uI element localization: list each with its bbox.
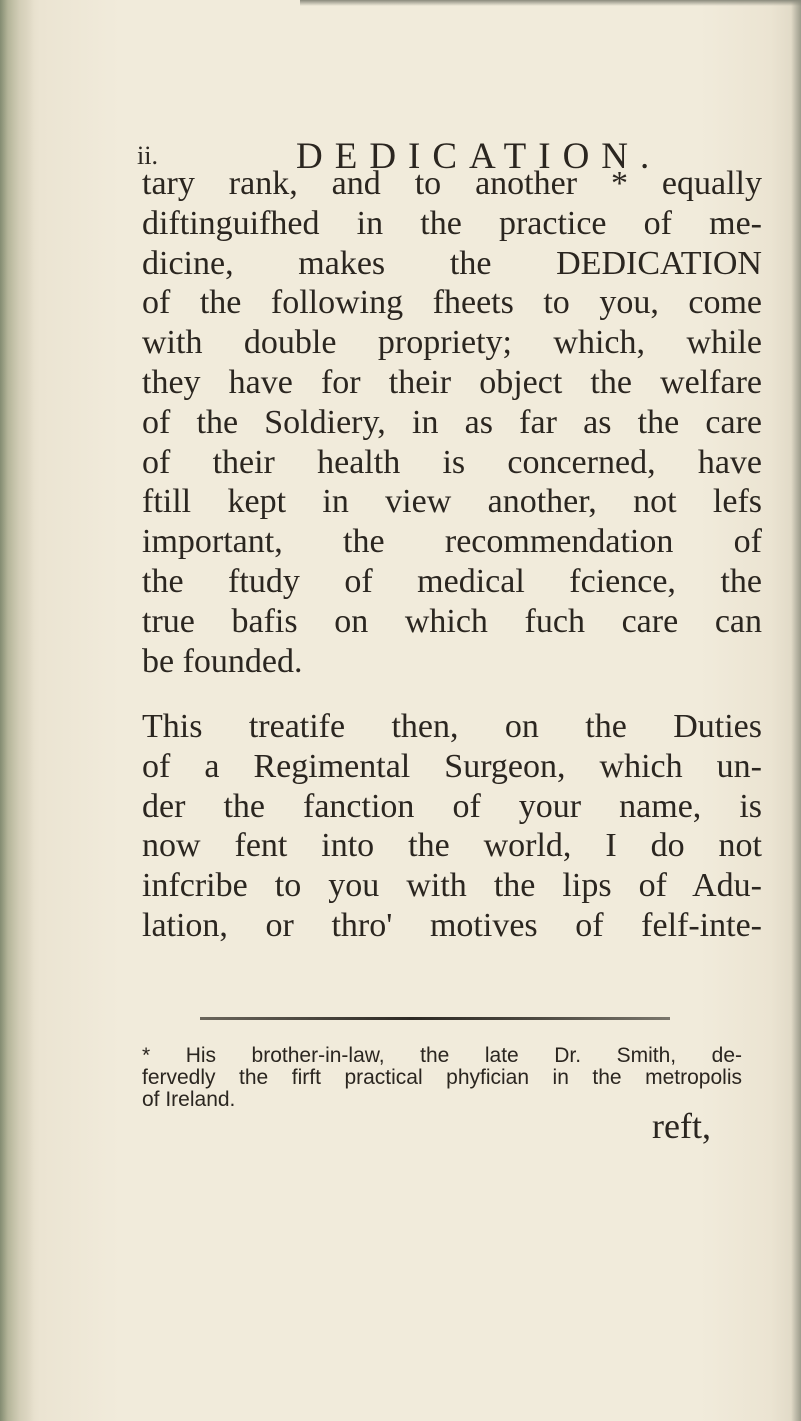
text-line: infcribe to you with the lips of Adu- [142, 867, 762, 905]
text-line: with double propriety; which, while [142, 324, 762, 362]
paragraph-2 [142, 707, 762, 946]
page-number: ii. [137, 141, 158, 170]
text-line: dicine, makes the DEDICATION [142, 244, 762, 282]
text-line: they have for their object the welfare [142, 363, 762, 401]
page-top-edge [300, 0, 801, 6]
text-line: of their health is concerned, have [142, 443, 762, 481]
text-line: diftinguifhed in the practice of me- [142, 204, 762, 242]
footnote-divider [200, 1017, 670, 1020]
footnote-line: of Ireland. [142, 1088, 236, 1111]
text-line: of the following fheets to you, come [142, 284, 762, 322]
catchword: reft, [652, 1106, 711, 1146]
text-line: now fent into the world, I do not [142, 827, 762, 865]
text-line: ftill kept in view another, not lefs [142, 483, 762, 521]
text-line: of the Soldiery, in as far as the care [142, 403, 762, 441]
paragraph-1 [142, 164, 762, 681]
text-line: true bafis on which fuch care can [142, 602, 762, 640]
text-line: important, the recommendation of [142, 523, 762, 561]
running-title: DEDICATION. [296, 136, 662, 177]
text-line: This treatife then, on the Duties [142, 708, 762, 745]
text-line: the ftudy of medical fcience, the [142, 562, 762, 600]
footnote-line: fervedly the firft practical phyfician in the metropolis [142, 1066, 742, 1089]
text-line: tary rank, and to another * equally [142, 165, 762, 202]
footnote-line: * His brother-in-law, the late Dr. Smith, de- [142, 1044, 742, 1067]
text-line: lation, or thro' motives of felf-inte- [142, 906, 762, 944]
text-line: der the fanction of your name, is [142, 787, 762, 825]
text-line: be founded. [142, 642, 303, 680]
page-binding-shadow [0, 0, 34, 1421]
text-line: of a Regimental Surgeon, which un- [142, 747, 762, 785]
footnote [142, 1045, 742, 1111]
page-edge-shadow [791, 0, 801, 1421]
